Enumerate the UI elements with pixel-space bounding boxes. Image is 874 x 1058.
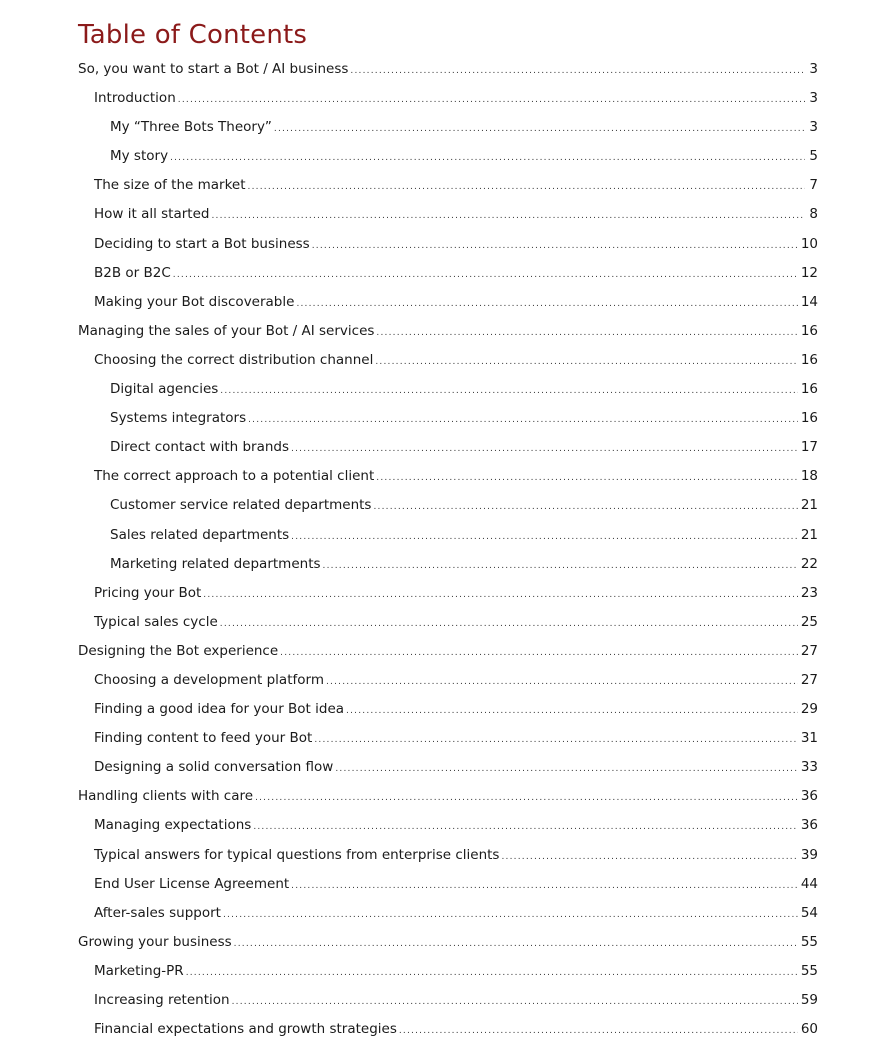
toc-entry-page-number: 10 <box>800 235 818 252</box>
toc-entry-page-number: 44 <box>800 875 818 892</box>
toc-entry-label: Direct contact with brands <box>110 439 290 456</box>
toc-entry-label: How it all started <box>94 206 210 223</box>
dot-leader <box>291 872 798 901</box>
toc-entry-page-number: 3 <box>809 61 818 77</box>
toc-entry-page-number: 16 <box>800 410 818 427</box>
toc-entry[interactable] <box>78 259 818 288</box>
dot-leader <box>350 57 805 86</box>
toc-entry-page-number: 16 <box>800 322 818 339</box>
toc-entry-label: Handling clients with care <box>78 788 254 805</box>
toc-entry[interactable] <box>78 171 818 200</box>
toc-entry[interactable] <box>78 928 818 957</box>
dot-leader <box>255 784 798 813</box>
toc-entry-label: So, you want to start a Bot / AI business <box>78 61 349 77</box>
toc-entry-label: Introduction <box>94 90 176 107</box>
toc-entry-page-number: 8 <box>809 206 818 223</box>
toc-entry[interactable] <box>78 957 818 986</box>
toc-entry[interactable] <box>78 608 818 637</box>
dot-leader <box>501 843 797 872</box>
toc-entry-label: Financial expectations and growth strategies <box>94 1021 397 1038</box>
toc-entry-label: Pricing your Bot <box>94 584 202 601</box>
toc-entry[interactable] <box>78 666 818 695</box>
table-of-contents <box>78 0 818 1038</box>
toc-entry[interactable] <box>78 84 818 113</box>
toc-entry[interactable] <box>78 375 818 404</box>
toc-entry-page-number: 3 <box>809 90 818 107</box>
toc-entry-label: Choosing a development platform <box>94 671 324 688</box>
dot-leader <box>253 813 798 842</box>
toc-entry[interactable] <box>78 317 818 346</box>
dot-leader <box>335 755 797 784</box>
toc-entry-label: End User License Agreement <box>94 875 290 892</box>
toc-entry[interactable] <box>78 346 818 375</box>
toc-entry-page-number: 29 <box>800 701 818 718</box>
dot-leader <box>203 581 798 610</box>
toc-entry[interactable] <box>78 870 818 899</box>
toc-entry[interactable] <box>78 462 818 491</box>
toc-entry-page-number: 21 <box>800 497 818 514</box>
toc-entry[interactable] <box>78 200 818 229</box>
toc-entry-page-number: 36 <box>800 788 818 805</box>
toc-entry-label: B2B or B2C <box>94 264 171 281</box>
toc-entry-page-number: 23 <box>800 584 818 601</box>
toc-entry[interactable] <box>78 491 818 520</box>
toc-entry[interactable] <box>78 230 818 259</box>
toc-list <box>78 55 818 1044</box>
toc-entry-page-number: 55 <box>800 962 818 979</box>
toc-entry-page-number: 5 <box>809 148 818 165</box>
toc-entry-label: Growing your business <box>78 933 232 950</box>
toc-entry[interactable] <box>78 142 818 171</box>
dot-leader <box>178 86 805 115</box>
toc-entry[interactable] <box>78 288 818 317</box>
toc-entry[interactable] <box>78 841 818 870</box>
toc-entry[interactable] <box>78 433 818 462</box>
dot-leader <box>399 1017 798 1046</box>
dot-leader <box>373 493 797 522</box>
toc-entry-page-number: 54 <box>800 904 818 921</box>
dot-leader <box>346 697 798 726</box>
toc-entry-label: After-sales support <box>94 904 221 921</box>
toc-entry-page-number: 27 <box>800 671 818 688</box>
toc-entry[interactable] <box>78 550 818 579</box>
dot-leader <box>314 726 797 755</box>
toc-entry-page-number: 16 <box>800 381 818 398</box>
toc-entry[interactable] <box>78 811 818 840</box>
toc-entry-label: Digital agencies <box>110 381 219 398</box>
toc-entry-label: My “Three Bots Theory” <box>110 119 272 136</box>
toc-entry[interactable] <box>78 695 818 724</box>
toc-entry-label: Making your Bot discoverable <box>94 293 295 310</box>
toc-entry[interactable] <box>78 404 818 433</box>
toc-entry-label: Designing a solid conversation flow <box>94 759 334 776</box>
dot-leader <box>326 668 798 697</box>
toc-entry-label: Customer service related departments <box>110 497 372 514</box>
dot-leader <box>170 144 805 173</box>
toc-entry-page-number: 18 <box>800 468 818 485</box>
toc-entry-label: Marketing related departments <box>110 555 321 572</box>
toc-entry-label: My story <box>110 148 169 165</box>
toc-entry-label: Finding a good idea for your Bot idea <box>94 701 345 718</box>
dot-leader <box>186 959 798 988</box>
toc-entry-page-number: 55 <box>800 933 818 950</box>
toc-entry-label: Choosing the correct distribution channel <box>94 351 374 368</box>
dot-leader <box>211 202 805 231</box>
toc-entry-page-number: 7 <box>809 177 818 194</box>
toc-entry[interactable] <box>78 782 818 811</box>
dot-leader <box>291 523 798 552</box>
dot-leader <box>173 261 798 290</box>
toc-entry-page-number: 17 <box>800 439 818 456</box>
dot-leader <box>234 930 798 959</box>
toc-entry-label: The size of the market <box>94 177 246 194</box>
dot-leader <box>323 552 798 581</box>
toc-entry-page-number: 33 <box>800 759 818 776</box>
dot-leader <box>312 232 798 261</box>
toc-entry-page-number: 27 <box>800 642 818 659</box>
toc-entry-page-number: 12 <box>800 264 818 281</box>
toc-entry[interactable] <box>78 986 818 1015</box>
toc-entry-label: The correct approach to a potential client <box>94 468 375 485</box>
toc-entry-label: Finding content to feed your Bot <box>94 730 313 747</box>
toc-entry-page-number: 31 <box>800 730 818 747</box>
toc-entry[interactable] <box>78 521 818 550</box>
toc-entry-page-number: 59 <box>800 992 818 1008</box>
toc-entry[interactable] <box>78 579 818 608</box>
dot-leader <box>376 464 798 493</box>
toc-entry[interactable] <box>78 113 818 142</box>
toc-entry-label: Systems integrators <box>110 410 247 427</box>
toc-entry-page-number: 16 <box>800 351 818 368</box>
dot-leader <box>220 610 798 639</box>
toc-entry-page-number: 21 <box>800 526 818 543</box>
toc-entry-page-number: 3 <box>809 119 818 136</box>
dot-leader <box>248 173 805 202</box>
toc-entry[interactable] <box>78 724 818 753</box>
toc-entry-label: Typical answers for typical questions from enterprise clients <box>94 846 500 863</box>
dot-leader <box>375 348 797 377</box>
toc-entry-label: Deciding to start a Bot business <box>94 235 310 252</box>
toc-entry-page-number: 36 <box>800 817 818 834</box>
dot-leader <box>376 319 797 348</box>
dot-leader <box>280 639 798 668</box>
dot-leader <box>296 290 797 319</box>
dot-leader <box>223 901 798 930</box>
toc-entry-page-number: 60 <box>800 1021 818 1038</box>
toc-entry[interactable] <box>78 1015 818 1044</box>
toc-entry-label: Designing the Bot experience <box>78 642 279 659</box>
toc-entry[interactable] <box>78 899 818 928</box>
toc-entry-label: Managing the sales of your Bot / AI services <box>78 322 375 339</box>
toc-entry-label: Increasing retention <box>94 992 230 1008</box>
toc-entry-label: Marketing-PR <box>94 962 184 979</box>
toc-entry[interactable] <box>78 753 818 782</box>
toc-entry-label: Managing expectations <box>94 817 252 834</box>
page-title: Table of Contents <box>78 20 308 50</box>
dot-leader <box>220 377 798 406</box>
toc-entry-page-number: 14 <box>800 293 818 310</box>
dot-leader <box>248 406 798 435</box>
toc-entry[interactable] <box>78 55 818 84</box>
toc-entry-page-number: 39 <box>800 846 818 863</box>
toc-entry-page-number: 22 <box>800 555 818 572</box>
toc-entry-label: Sales related departments <box>110 526 290 543</box>
toc-entry-label: Typical sales cycle <box>94 613 218 630</box>
dot-leader <box>291 435 798 464</box>
toc-entry[interactable] <box>78 637 818 666</box>
dot-leader <box>274 115 805 144</box>
dot-leader <box>232 988 798 1017</box>
toc-entry-page-number: 25 <box>800 613 818 630</box>
